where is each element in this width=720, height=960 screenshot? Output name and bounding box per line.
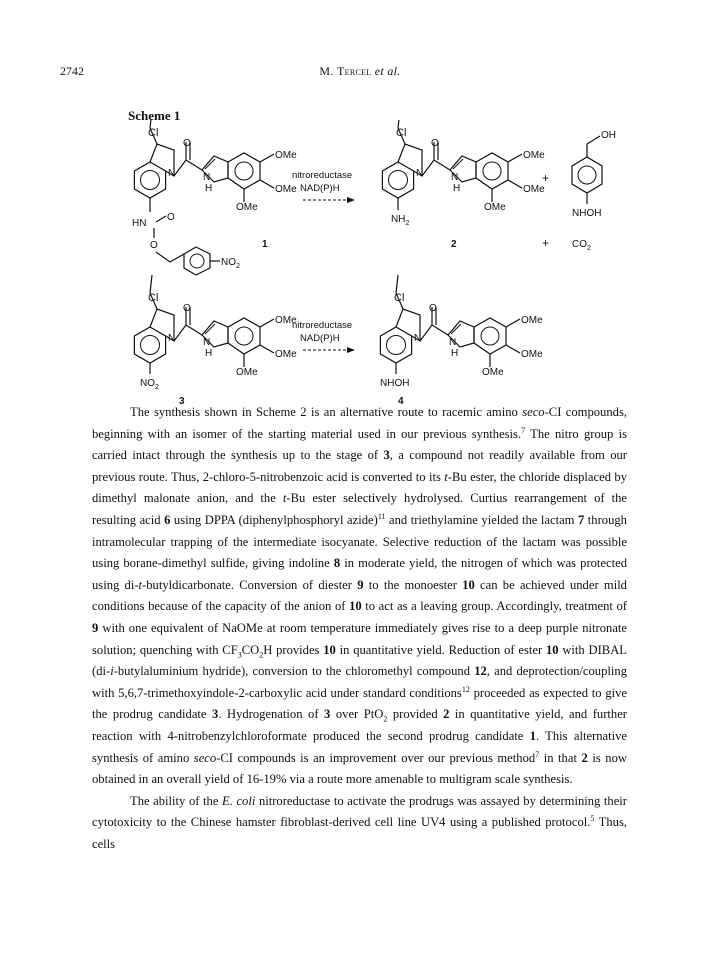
compound-3-indole-n: N [203, 337, 211, 348]
compound-3-ome-bottom: OMe [236, 367, 258, 378]
compound-4-label: 4 [398, 396, 404, 407]
compound-2-cl: Cl [396, 127, 407, 139]
compound-3-cl: Cl [148, 292, 159, 304]
body-text [92, 402, 627, 855]
compound-1-ester-o: O [150, 240, 158, 251]
co2-label: $CO_2$ [572, 239, 591, 252]
reagent-2-nitroreductase: nitroreductase [292, 320, 353, 331]
compound-1-no2: $NO_2$ [221, 257, 240, 270]
compound-4-indole-n: N [449, 337, 457, 348]
paragraph-1: The synthesis shown in Scheme 2 is an alternative route to racemic amino seco-CI compounds, beginning with an isomer of the starting material used in our previous synthesis.$^7$ The nitro group is carried intact through the synthesis up to the stage of 3, a compound not readily available from our previous route. Thus, 2-chloro-5-nitrobenzoic acid is converted to its t-Bu ester, the chloride displaced by dimethyl malonate anion, and the t-Bu ester selectively hydrolysed. Curtius rearrangement of the resulting acid 6 using DPPA (diphenylphosphoryl azide)$^{11}$ and triethylamine yielded the lactam 7 through intramolecular trapping of the intermediate isocyanate. Selective reduction of the lactam was possible using borane-dimethyl sulfide, giving indoline 8 in moderate yield, the nitrogen of which was protected using di-t-butyldicarbonate. Conversion of diester 9 to the monoester 10 can be achieved under mild conditions because of the capacity of the anion of 10 to act as a leaving group. Accordingly, treatment of 9 with one equivalent of NaOMe at room temperature immediately gives rise to a deep purple nitronate solution; quenching with $CF_3CO_2H$ provides 10 in quantitative yield. Reduction of ester 10 with DIBAL (di-i-butylaluminium hydride), conversion to the chloromethyl compound 12, and deprotection/coupling with 5,6,7-trimethoxyindole-2-carboxylic acid under standard conditions$^{12}$ proceeded as expected to give the prodrug candidate 3. Hydrogenation of 3 over PtO$_2$ provided 2 in quantitative yield, and further reaction with 4-nitrobenzylchloroformate produced the second prodrug candidate 1. This alternative synthesis of amino seco-CI compounds is an improvement over our previous method$^7$ in that 2 is now obtained in an overall yield of 16-19% via a route more amenable to multigram scale synthesis. [92, 405, 628, 787]
compound-2-ome-mid: OMe [523, 184, 545, 195]
reaction-arrow-2 [303, 347, 355, 353]
compound-2-h: H [453, 183, 461, 194]
compound-3-ome-mid: OMe [275, 349, 297, 360]
compound-4-ome-top: OMe [521, 315, 543, 326]
reagent-1-nadph: NAD(P)H [300, 183, 340, 194]
author-suffix: et al. [371, 64, 401, 78]
plus-sign-1: + [542, 171, 550, 185]
reaction-arrow-1 [303, 197, 355, 203]
compound-4-ome-bottom: OMe [482, 367, 504, 378]
running-head [0, 64, 720, 79]
page-number: 2742 [60, 64, 84, 78]
compound-4-nhoh: NHOH [380, 378, 410, 389]
compound-2-label: 2 [451, 239, 457, 250]
compound-3-label: 3 [179, 396, 185, 407]
compound-2-o: O [431, 138, 439, 149]
compound-1-ome-top: OMe [275, 150, 297, 161]
compound-2-ome-top: OMe [523, 150, 545, 161]
compound-4-h: H [451, 348, 459, 359]
compound-1-indole-n: N [203, 172, 211, 183]
compound-2-ome-bottom: OMe [484, 202, 506, 213]
compound-1-ome-mid: OMe [275, 184, 297, 195]
compound-4-n: N [414, 333, 422, 344]
compound-1-label: 1 [262, 239, 268, 250]
compound-4-cl: Cl [394, 292, 405, 304]
compound-1-o: O [183, 138, 191, 149]
reaction-scheme [0, 120, 720, 410]
author-initial: M. [319, 64, 337, 78]
reagent-1-nitroreductase: nitroreductase [292, 170, 353, 181]
compound-3-o: O [183, 303, 191, 314]
compound-4-o: O [429, 303, 437, 314]
author-surname: Tercel [337, 64, 372, 78]
compound-1-n: N [168, 168, 176, 179]
plus-sign-2: + [542, 236, 550, 250]
paragraph-2: The ability of the E. coli nitroreductase to activate the prodrugs was assayed by determining their cytotoxicity to the Chinese hamster fibroblast-derived cell line UV4 using a published protocol.$^5$ Thus, cells [92, 793, 628, 851]
compound-3-no2: $NO_2$ [140, 378, 159, 391]
compound-3-n: N [168, 333, 176, 344]
compound-1-hn: HN [132, 218, 147, 229]
compound-1-carbonyl-o: O [167, 212, 175, 223]
compound-2-indole-n: N [451, 172, 459, 183]
compound-1-ome-bottom: OMe [236, 202, 258, 213]
compound-3-ome-top: OMe [275, 315, 297, 326]
compound-3-h: H [205, 348, 213, 359]
byproduct-nhoh: NHOH [572, 208, 602, 219]
scheme-title: Scheme 1 [128, 108, 181, 123]
compound-2-nh2: $NH_2$ [391, 214, 410, 227]
compound-1-cl: Cl [148, 127, 159, 139]
byproduct-oh: OH [601, 130, 616, 141]
compound-2-n: N [416, 168, 424, 179]
reagent-2-nadph: NAD(P)H [300, 333, 340, 344]
byproduct-ring [572, 157, 602, 193]
compound-1-h: H [205, 183, 213, 194]
compound-4-ome-mid: OMe [521, 349, 543, 360]
